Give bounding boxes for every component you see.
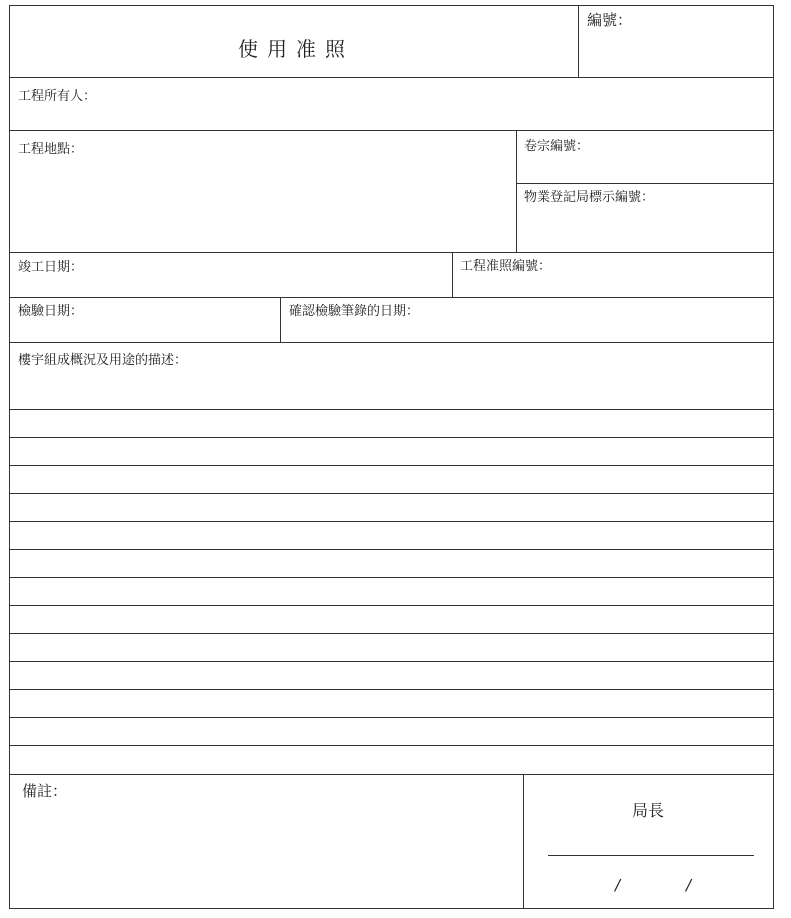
site-label: 工程地點：	[18, 142, 84, 157]
signature-line	[548, 855, 754, 856]
inspection-divider	[280, 297, 281, 342]
form-title: 使用准照	[238, 37, 354, 61]
row-divider	[9, 342, 774, 343]
date-separator: /	[615, 876, 621, 894]
remarks-label: 備註：	[22, 782, 68, 800]
completion-divider	[452, 252, 453, 297]
inspection-record-date-label: 確認檢驗筆錄的日期：	[289, 304, 420, 319]
ruled-line	[9, 745, 774, 746]
serial-divider	[578, 5, 579, 77]
inspection-date-label: 檢驗日期：	[18, 304, 84, 319]
row-divider	[9, 130, 774, 131]
building-description-label: 樓宇組成概況及用途的描述：	[18, 353, 188, 368]
file-no-label: 卷宗編號：	[524, 139, 590, 154]
owner-label: 工程所有人：	[18, 89, 97, 104]
land-registry-no-label: 物業登記局標示編號：	[524, 190, 655, 205]
ruled-line	[9, 493, 774, 494]
director-label: 局長	[632, 801, 665, 820]
ruled-line	[9, 633, 774, 634]
ruled-line	[9, 465, 774, 466]
row-divider	[9, 774, 774, 775]
ruled-line	[9, 521, 774, 522]
remarks-divider	[523, 774, 524, 909]
file-no-divider	[516, 183, 774, 184]
ruled-line	[9, 717, 774, 718]
completion-date-label: 竣工日期：	[18, 260, 84, 275]
ruled-line	[9, 549, 774, 550]
site-divider	[516, 130, 517, 252]
row-divider	[9, 252, 774, 253]
ruled-line	[9, 661, 774, 662]
ruled-line	[9, 689, 774, 690]
serial-no-label: 編號：	[587, 11, 633, 29]
ruled-line	[9, 409, 774, 410]
date-separator: /	[686, 876, 692, 894]
ruled-line	[9, 437, 774, 438]
row-divider	[9, 77, 774, 78]
ruled-line	[9, 577, 774, 578]
ruled-line	[9, 605, 774, 606]
works-licence-no-label: 工程准照編號：	[460, 259, 552, 274]
row-divider	[9, 297, 774, 298]
